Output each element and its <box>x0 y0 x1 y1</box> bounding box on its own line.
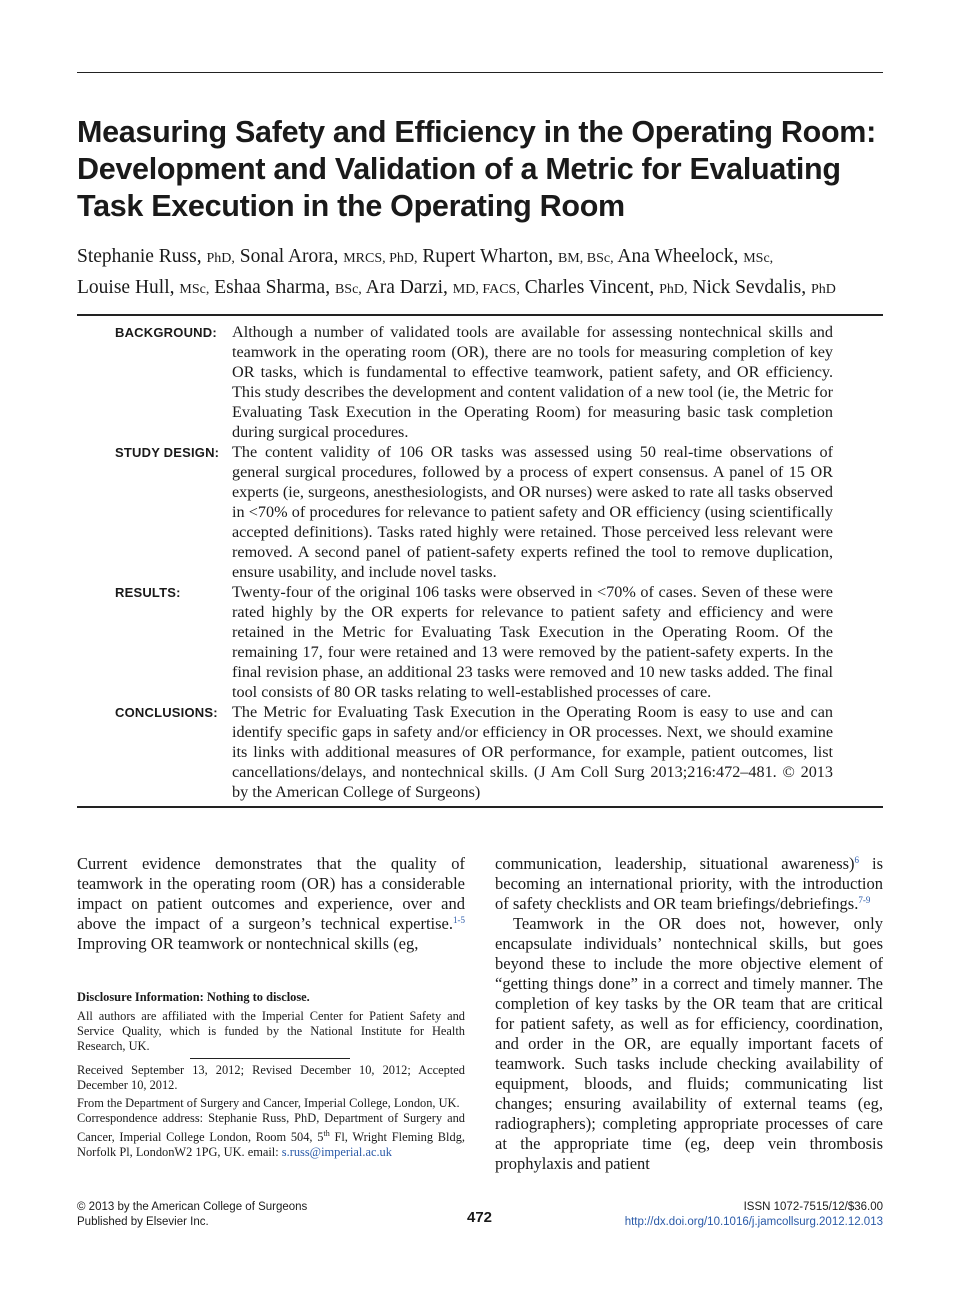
author: Louise Hull, MSc, <box>77 277 210 298</box>
received-dates: Received September 13, 2012; Revised December 10, 2012; Accepted December 10, 2012. <box>77 1063 465 1092</box>
top-rule <box>77 72 883 73</box>
author: Rupert Wharton, BM, BSc, <box>422 246 614 267</box>
author-list <box>77 242 887 304</box>
abstract-text: Although a number of validated tools are available for assessing nontechnical skills and teamwork in the operating room (OR), there are no tools for measuring completion of key OR tasks, which is fundamental to effective teamwork, patient safety, and OR efficiency. This study describes the development and content validation of a new tool (ie, the Metric for Evaluating Task Execution in the Operating Room) for measuring basic task completion during surgical procedures. <box>232 323 833 441</box>
abstract-label: STUDY DESIGN: <box>115 445 220 460</box>
abstract-label: RESULTS: <box>115 585 181 600</box>
abstract-box <box>77 314 883 808</box>
author: Stephanie Russ, PhD, <box>77 246 235 267</box>
body-paragraph: communication, leadership, situational awareness)$^6$ is becoming an international priority, with the introduction of safety checklists and OR team briefings/debriefings.$^{7-9}$ <box>495 854 883 913</box>
body-column-left <box>77 854 465 954</box>
abstract-label: BACKGROUND: <box>115 325 217 340</box>
citation-link[interactable]: 1-5 <box>453 915 465 925</box>
received-note <box>77 1063 465 1163</box>
doi-link[interactable]: http://dx.doi.org/10.1016/j.jamcollsurg.2012.12.013 <box>624 1216 883 1228</box>
article-title: Measuring Safety and Efficiency in the Operating Room: Development and Validation of a Metric for Evaluating Task Execution in the Operating Room <box>77 115 876 223</box>
author: Nick Sevdalis, PhD <box>692 277 836 298</box>
disclosure-note <box>77 990 465 1058</box>
footer-copyright: © 2013 by the American College of Surgeons <box>77 1201 308 1213</box>
citation-link[interactable]: 7-9 <box>858 895 871 905</box>
author: Eshaa Sharma, BSc, <box>214 277 362 298</box>
footer-issn: ISSN 1072-7515/12/$36.00 <box>743 1201 883 1213</box>
abstract-text: Twenty-four of the original 106 tasks were observed in <70% of cases. Seven of these were rated highly by the OR experts for relevance to patient safety and efficiency and were retained in the Metric for Evaluating Task Execution in the Operating Room. Of the remaining 17, four were retained and 13 were removed by the patient-safety experts. In the final revision phase, an additional 23 tasks were removed and 10 new tasks added. The final tool consists of 80 OR tasks relating to well-established processes of care. <box>232 583 833 701</box>
footer-publisher: Published by Elsevier Inc. <box>77 1216 209 1228</box>
author: Ana Wheelock, MSc, <box>617 246 774 267</box>
page-footer <box>77 1200 883 1230</box>
abstract-study-design <box>77 442 883 582</box>
correspondence: From the Department of Surgery and Cancer, Imperial College, London, UK. Correspondence address: Stephanie Russ, PhD, Department of Surgery and Cancer, Imperial College London, Room 504, 5th Fl, Wright Fleming Bldg, Norfolk Pl, LondonW2 1PG, UK. email: s.russ@imperial.ac.uk <box>77 1096 465 1160</box>
author: Charles Vincent, PhD, <box>524 277 688 298</box>
author: Sonal Arora, MRCS, PhD, <box>239 246 418 267</box>
abstract-text: The Metric for Evaluating Task Execution in the Operating Room is easy to use and can identify specific gaps in safety and/or efficiency in OR processes. Next, we should examine its links with additional measures of OR performance, for example, patient outcomes, list cancellations/delays, and nontechnical skills. (J Am Coll Surg 2013;216:472–481. © 2013 by the American College of Surgeons) <box>232 703 833 801</box>
abstract-conclusions <box>77 702 883 802</box>
footnote-rule <box>190 1058 350 1059</box>
footer-left <box>77 1200 307 1230</box>
body-paragraph: Current evidence demonstrates that the quality of teamwork in the operating room (OR) has a considerable impact on patient outcomes and experience, over and above the impact of a surgeon’s technical expertise.$^{1-5}$ Improving OR teamwork or nontechnical skills (eg, <box>77 854 465 953</box>
email-link[interactable]: s.russ@imperial.ac.uk <box>281 1145 392 1160</box>
abstract-text: The content validity of 106 OR tasks was assessed using 50 real-time observations of general surgical procedures, followed by a process of expert consensus. A panel of 15 OR experts (ie, surgeons, anesthesiologists, and OR nurses) were asked to rate all tasks observed in <70% of procedures for relevance to patient safety and OR efficiency (using scientifically accepted definitions). Tasks rated highly were retained. Those perceived less relevant were removed. A second panel of patient-safety experts refined the tool to remove duplication, ensure usability, and include novel tasks. <box>232 443 833 581</box>
footer-right <box>625 1200 883 1230</box>
body-paragraph: Teamwork in the OR does not, however, only encapsulate individuals’ nontechnical skills, but goes beyond these to include the more objective element of “getting things done” in a correct and timely manner. The completion of key tasks by the OR team that are critical for patient safety, as well as for efficiency, coordination, and order in the OR, are equally important facets of teamwork. Such tasks include checking availability of equipment, bloods, and fluids; communicating list changes; ensuring availability of external teams (eg, radiographers); completing appropriate processes of care at the appropriate time (eg, deep vein thrombosis prophylaxis and patient <box>495 914 883 1173</box>
abstract-label: CONCLUSIONS: <box>115 705 218 720</box>
abstract-background <box>77 322 883 442</box>
citation-link[interactable]: 6 <box>854 855 860 865</box>
disclosure-heading: Disclosure Information: Nothing to disclose. <box>77 990 310 1004</box>
affiliation-note: All authors are affiliated with the Imperial Center for Patient Safety and Service Quality, which is funded by the National Institute for Health Research, UK. <box>77 1009 465 1053</box>
author: Ara Darzi, MD, FACS, <box>365 277 520 298</box>
abstract-results <box>77 582 883 702</box>
page-number: 472 <box>467 1209 493 1226</box>
body-column-right <box>495 854 883 1174</box>
